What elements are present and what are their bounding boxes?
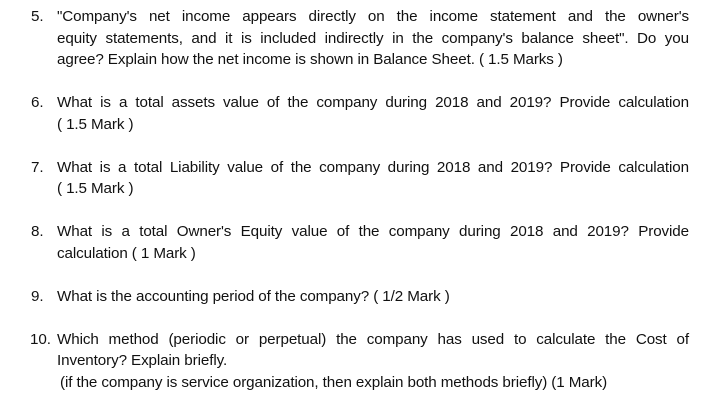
spacer <box>0 264 720 286</box>
question-number: 7. <box>31 158 44 176</box>
question-text-line: calculation ( 1 Mark ) <box>57 244 196 262</box>
question-10 <box>0 329 689 394</box>
question-number: 10. <box>30 330 51 348</box>
question-5 <box>0 6 689 71</box>
question-text-line: agree? Explain how the net income is shown in Balance Sheet. ( 1.5 Marks ) <box>57 51 563 68</box>
question-number: 9. <box>31 287 44 305</box>
question-text-line: ( 1.5 Mark ) <box>57 115 134 133</box>
spacer <box>0 135 720 157</box>
question-9 <box>0 286 689 308</box>
question-7 <box>0 157 689 200</box>
question-text-line: Which method (periodic or perpetual) the company has used to calculate the Cost of <box>57 330 689 348</box>
question-number: 6. <box>31 94 44 111</box>
question-note: (if the company is service organization, then explain both methods briefly) (1 Mark) <box>60 373 608 391</box>
question-text-line: ( 1.5 Mark ) <box>57 180 134 197</box>
question-text-line: What is a total Owner's Equity value of the company during 2018 and 2019? Provide <box>57 223 689 240</box>
question-text-line: What is a total Liability value of the company during 2018 and 2019? Provide calculation <box>57 158 689 176</box>
spacer <box>0 71 720 93</box>
question-number: 8. <box>31 223 44 240</box>
spacer <box>0 307 720 329</box>
question-text-line: equity statements, and it is included indirectly in the company's balance sheet". Do you <box>57 29 689 47</box>
question-list <box>0 6 720 393</box>
question-text-line: What is the accounting period of the company? ( 1/2 Mark ) <box>57 287 450 305</box>
spacer <box>0 200 720 222</box>
question-8 <box>0 221 689 264</box>
question-text-line: What is a total assets value of the company during 2018 and 2019? Provide calculation <box>57 94 689 111</box>
question-text-line: Inventory? Explain briefly. <box>57 352 228 369</box>
question-number: 5. <box>31 8 44 25</box>
question-6 <box>0 92 689 135</box>
question-text-line: "Company's net income appears directly on the income statement and the owner's <box>57 8 689 25</box>
